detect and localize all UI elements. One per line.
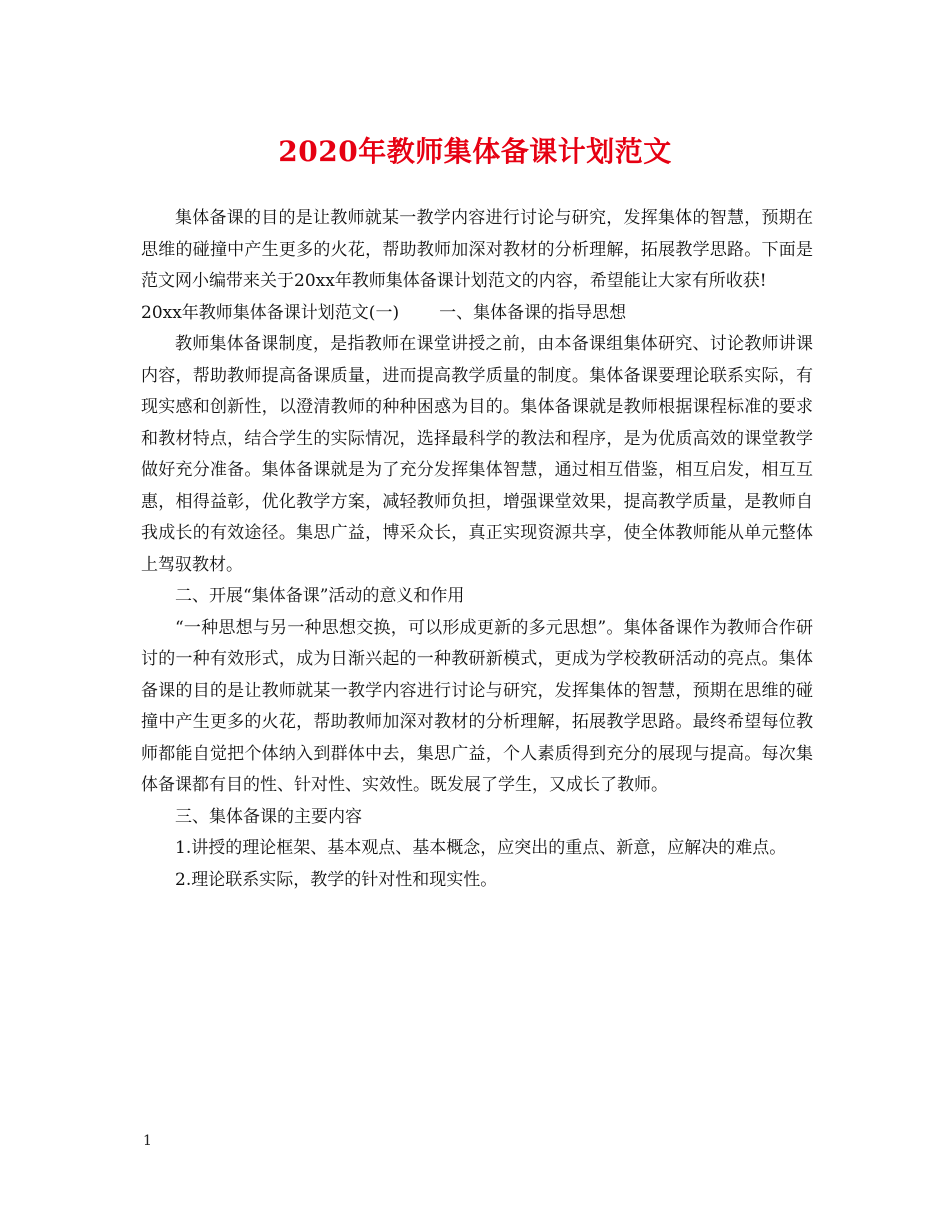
list-item: 2.理论联系实际，教学的针对性和现实性。 [175,869,498,890]
heading-significance: 二、开展“集体备课”活动的意义和作用 [175,586,465,606]
heading-guiding-ideology: 一、集体备课的指导思想 [439,302,627,323]
section-line [141,298,813,330]
document-title: 2020年教师集体备课计划范文 [278,135,672,168]
paragraph-guiding-ideology: 教师集体备课制度，是指教师在课堂讲授之前，由本备课组集体研究、讨论教师讲课内容，帮助教师提高备课质量，进而提高教学质量的制度。集体备课要理论联系实际，有现实感和创新性，以澄清教师的种种困惑为目的。集体备课就是教师根据课程标准的要求和教材特点，结合学生的实际情况，选择最科学的教法和程序，是为优质高效的课堂教学做好充分准备。集体备课就是为了充分发挥集体智慧，通过相互借鉴，相互启发，相互互惠，相得益彰，优化教学方案，减轻教师负担，增强课堂效果，提高教学质量，是教师自我成长的有效途径。集思广益，博采众长，真正实现资源共享，使全体教师能从单元整体上驾驭教材。 [141,334,813,575]
paragraph-significance: “一种思想与另一种思想交换，可以形成更新的多元思想”。集体备课作为教师合作研讨的一种有效形式，成为日渐兴起的一种教研新模式，更成为学校教研活动的亮点。集体备课的目的是让教师就某一教学内容进行讨论与研究，发挥集体的智慧，预期在思维的碰撞中产生更多的火花，帮助教师加深对教材的分析理解，拓展教学思路。最终希望每位教师都能自觉把个体纳入到群体中去，集思广益，个人素质得到充分的展现与提高。每次集体备课都有目的性、针对性、实效性。既发展了学生，又成长了教师。 [141,617,813,795]
section-title: 20xx年教师集体备课计划范文(一) [141,302,400,323]
list-item: 1.讲授的理论框架、基本观点、基本概念，应突出的重点、新意，应解决的难点。 [175,838,787,858]
document-body [141,203,813,896]
page-number: 1 [143,1133,152,1149]
intro-paragraph: 集体备课的目的是让教师就某一教学内容进行讨论与研究，发挥集体的智慧，预期在思维的碰撞中产生更多的火花，帮助教师加深对教材的分析理解，拓展教学思路。下面是范文网小编带来关于20xx年教师集体备课计划范文的内容，希望能让大家有所收获! [141,208,813,291]
heading-main-content: 三、集体备课的主要内容 [175,806,362,827]
